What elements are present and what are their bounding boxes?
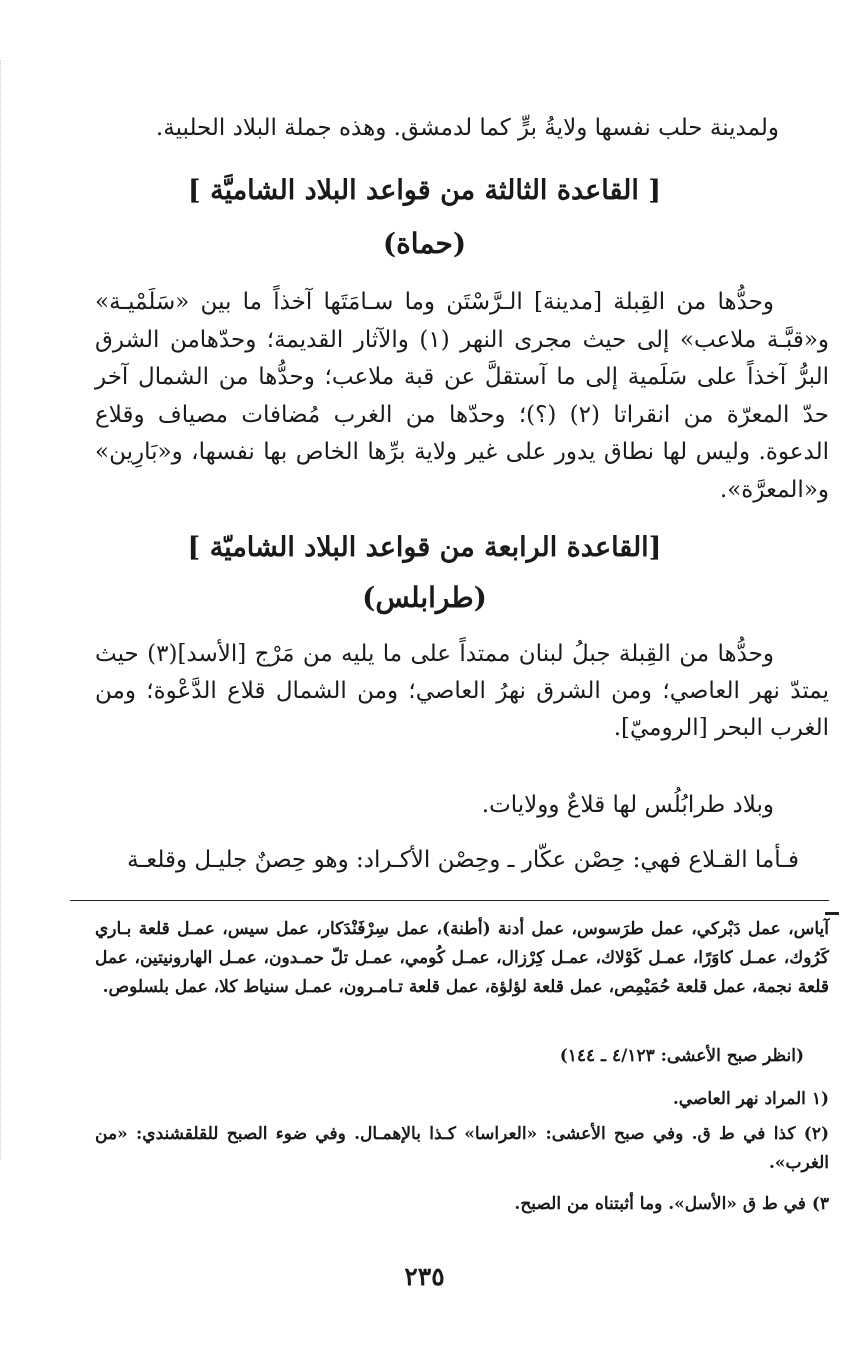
footnote-2: [95, 1120, 829, 1178]
footnote-continued-block: [95, 915, 829, 1002]
section3-subheading: (حماة): [382, 227, 467, 260]
section4-text-block: [95, 636, 829, 747]
footnote-1-text: المراد نهر العاصي.: [672, 1089, 806, 1109]
section4-subheading: (طرابلس): [362, 581, 487, 614]
section4-paragraph-3: فـأما القـلاع فهي: حِصْن عكّار ـ وحِصْن الأكـراد: وهو حِصنٌ جليـل وقلعـة: [127, 847, 799, 873]
footnote-3-number: ٣): [811, 1194, 829, 1214]
section4-heading: [القاعدة الرابعة من قواعد البلاد الشاميّة ]: [187, 532, 662, 563]
section3-text-block: [95, 284, 829, 509]
section3-heading: [ القاعدة الثالثة من قواعد البلاد الشاميَّة ]: [187, 175, 662, 206]
footnote-3: [95, 1190, 829, 1219]
section3-paragraph: وحدُّها من القِبلة [مدينة] الـرَّسْتَن وما سـامَتَها آخذاً ما بين «سَلَمْيـة» و«قبَّـة ملاعب» إلى حيث مجرى النهر (١) والآثار القديمة؛ وحدّهامن الشرق البرُّ آخذاً على سَلَمية إلى ما آستقلَّ عن قبة ملاعب؛ وحدُّها من الشمال آخر حدّ المعرّة من انقراتا (٢) (؟)؛ وحدّها من الغرب مُضافات مصياف وقلاع الدعوة. وليس لها نطاق يدور على غير ولاية برِّها الخاص بها نفسها، و«بَارِين» و«المعرَّة».: [95, 289, 830, 503]
footnote-1: [95, 1085, 829, 1114]
footnote-2-text: كذا في ط ق. وفي صبح الأعشى: «العراسا» كـذا بالإهمـال. وفي ضوء الصبح للقلقشندي: «من الغرب».: [95, 1124, 829, 1173]
page-number: ٢٣٥: [404, 1262, 445, 1291]
section4-paragraph-2: وبلاد طرابُلُس لها قلاعٌ وولايات.: [481, 792, 774, 818]
footnote-reference-block: [95, 1042, 804, 1071]
footnote-reference: (انظر صبح الأعشى: ٤/١٢٣ ـ ١٤٤): [559, 1046, 804, 1066]
footnote-continued-text: آياس، عمل دَبْركي، عمل طرَسوس، عمل أدنة (أطنة)، عمل سِرْفَنْدَكار، عمل سيس، عمـل قلعة بـاري كَرُوك، عمـل كاوَرًا، عمـل كَوْلاك، عمـل كِرْزال، عمـل كُومي، عمـل تلّ حمـدون، عمـل الهارونيتين، عمل قلعة نجمة، عمل قلعة حُمَيْمِص، عمل قلعة لؤلؤة، عمل قلعة تـامـرون، عمـل سنياط كلا، عمل بلسلوص.: [95, 919, 829, 997]
section4-text-block-3: [95, 842, 829, 878]
intro-paragraph: ولمدينة حلب نفسها ولايةُ برٍّ كما لدمشق. وهذه جملة البلاد الحلبية.: [155, 115, 779, 141]
intro-text-block: [95, 110, 829, 146]
footnote-2-number: (٢): [803, 1124, 829, 1144]
footnote-separator: [70, 900, 829, 901]
section4-paragraph-1: وحدُّها من القِبلة جبلُ لبنان ممتداً على ما يليه من مَرْج [الأسد](٣) حيث يمتدّ نهر العاصي؛ ومن الشرق نهرُ العاصي؛ ومن الشمال قلاع الدَّعْوة؛ ومن الغرب البحر [الروميّ].: [95, 641, 829, 741]
footnote-1-number: (١: [811, 1089, 829, 1109]
footnote-3-text: في ط ق «الأسل». وما أثبتناه من الصبح.: [514, 1194, 806, 1214]
section4-text-block-2: [95, 787, 829, 823]
